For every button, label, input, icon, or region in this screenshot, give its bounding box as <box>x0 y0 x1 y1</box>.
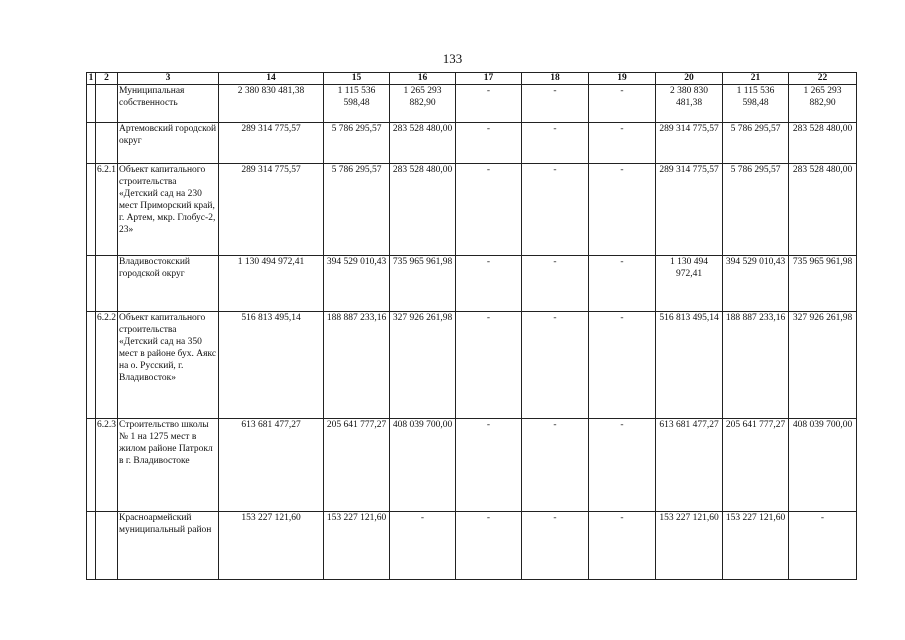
col-header-20: 20 <box>656 73 723 85</box>
cell-code <box>96 256 118 312</box>
table-row <box>87 512 857 580</box>
table-row <box>87 419 857 512</box>
cell-code <box>96 123 118 164</box>
cell-col17: - <box>456 85 522 123</box>
col-header-21: 21 <box>723 73 789 85</box>
col-header-17: 17 <box>456 73 522 85</box>
cell-col17: - <box>456 164 522 256</box>
col-header-19: 19 <box>589 73 656 85</box>
cell-col19: - <box>589 256 656 312</box>
col-header-15: 15 <box>324 73 390 85</box>
cell-col17: - <box>456 512 522 580</box>
cell-col22: - <box>789 512 857 580</box>
cell-col17: - <box>456 256 522 312</box>
cell-col1 <box>87 419 96 512</box>
cell-col20: 516 813 495,14 <box>656 312 723 419</box>
cell-col1 <box>87 256 96 312</box>
cell-col14: 1 130 494 972,41 <box>219 256 324 312</box>
cell-col15: 188 887 233,16 <box>324 312 390 419</box>
cell-col17: - <box>456 123 522 164</box>
cell-col19: - <box>589 164 656 256</box>
cell-name: Артемовский городской округ <box>118 123 219 164</box>
cell-col14: 289 314 775,57 <box>219 164 324 256</box>
cell-col20: 2 380 830 481,38 <box>656 85 723 123</box>
cell-col18: - <box>522 512 589 580</box>
cell-col15: 5 786 295,57 <box>324 123 390 164</box>
table-row <box>87 312 857 419</box>
cell-col16: 408 039 700,00 <box>390 419 456 512</box>
cell-name: Объект капитального строительства «Детский сад на 350 мест в районе бух. Аякс на о. Русский, г. Владивосток» <box>118 312 219 419</box>
cell-name: Объект капитального строительства «Детский сад на 230 мест Приморский край, г. Артем, мкр. Глобус-2, 23» <box>118 164 219 256</box>
col-header-14: 14 <box>219 73 324 85</box>
cell-col14: 613 681 477,27 <box>219 419 324 512</box>
cell-col15: 394 529 010,43 <box>324 256 390 312</box>
col-header-22: 22 <box>789 73 857 85</box>
cell-col20: 1 130 494 972,41 <box>656 256 723 312</box>
cell-col22: 735 965 961,98 <box>789 256 857 312</box>
cell-code: 6.2.2 <box>96 312 118 419</box>
cell-name: Владивостокский городской округ <box>118 256 219 312</box>
cell-col21: 1 115 536 598,48 <box>723 85 789 123</box>
cell-col16: 283 528 480,00 <box>390 164 456 256</box>
cell-col18: - <box>522 419 589 512</box>
cell-col16: 283 528 480,00 <box>390 123 456 164</box>
cell-code <box>96 85 118 123</box>
cell-col16: 735 965 961,98 <box>390 256 456 312</box>
cell-col20: 289 314 775,57 <box>656 123 723 164</box>
cell-col18: - <box>522 256 589 312</box>
cell-name: Красноармейский муниципальный район <box>118 512 219 580</box>
cell-col19: - <box>589 512 656 580</box>
cell-col22: 283 528 480,00 <box>789 123 857 164</box>
cell-col20: 289 314 775,57 <box>656 164 723 256</box>
table-row <box>87 123 857 164</box>
cell-col21: 394 529 010,43 <box>723 256 789 312</box>
cell-col21: 153 227 121,60 <box>723 512 789 580</box>
cell-name: Строительство школы № 1 на 1275 мест в жилом районе Патрокл в г. Владивостоке <box>118 419 219 512</box>
cell-col19: - <box>589 312 656 419</box>
cell-col16: 1 265 293 882,90 <box>390 85 456 123</box>
cell-col14: 2 380 830 481,38 <box>219 85 324 123</box>
table-row <box>87 85 857 123</box>
cell-col18: - <box>522 164 589 256</box>
cell-col18: - <box>522 85 589 123</box>
col-header-16: 16 <box>390 73 456 85</box>
cell-col20: 613 681 477,27 <box>656 419 723 512</box>
cell-col14: 153 227 121,60 <box>219 512 324 580</box>
cell-col22: 1 265 293 882,90 <box>789 85 857 123</box>
cell-col16: - <box>390 512 456 580</box>
cell-col22: 408 039 700,00 <box>789 419 857 512</box>
cell-col19: - <box>589 85 656 123</box>
cell-name: Муниципальная собственность <box>118 85 219 123</box>
col-header-3: 3 <box>118 73 219 85</box>
cell-col1 <box>87 85 96 123</box>
cell-col18: - <box>522 312 589 419</box>
cell-code: 6.2.3 <box>96 419 118 512</box>
table-row <box>87 256 857 312</box>
col-header-1: 1 <box>87 73 96 85</box>
col-header-2: 2 <box>96 73 118 85</box>
cell-col21: 188 887 233,16 <box>723 312 789 419</box>
cell-col21: 5 786 295,57 <box>723 164 789 256</box>
table-row <box>87 164 857 256</box>
cell-col14: 516 813 495,14 <box>219 312 324 419</box>
cell-col18: - <box>522 123 589 164</box>
cell-col1 <box>87 312 96 419</box>
cell-col21: 205 641 777,27 <box>723 419 789 512</box>
cell-col22: 327 926 261,98 <box>789 312 857 419</box>
cell-col14: 289 314 775,57 <box>219 123 324 164</box>
cell-col19: - <box>589 123 656 164</box>
header-row <box>87 73 857 85</box>
cell-col20: 153 227 121,60 <box>656 512 723 580</box>
budget-table <box>86 72 857 580</box>
cell-col15: 1 115 536 598,48 <box>324 85 390 123</box>
col-header-18: 18 <box>522 73 589 85</box>
cell-col15: 5 786 295,57 <box>324 164 390 256</box>
cell-col17: - <box>456 312 522 419</box>
cell-col21: 5 786 295,57 <box>723 123 789 164</box>
cell-col16: 327 926 261,98 <box>390 312 456 419</box>
cell-col17: - <box>456 419 522 512</box>
cell-col15: 205 641 777,27 <box>324 419 390 512</box>
cell-col15: 153 227 121,60 <box>324 512 390 580</box>
cell-code <box>96 512 118 580</box>
cell-col22: 283 528 480,00 <box>789 164 857 256</box>
cell-col19: - <box>589 419 656 512</box>
cell-code: 6.2.1 <box>96 164 118 256</box>
page-number: 133 <box>442 51 463 66</box>
cell-col1 <box>87 512 96 580</box>
cell-col1 <box>87 123 96 164</box>
cell-col1 <box>87 164 96 256</box>
